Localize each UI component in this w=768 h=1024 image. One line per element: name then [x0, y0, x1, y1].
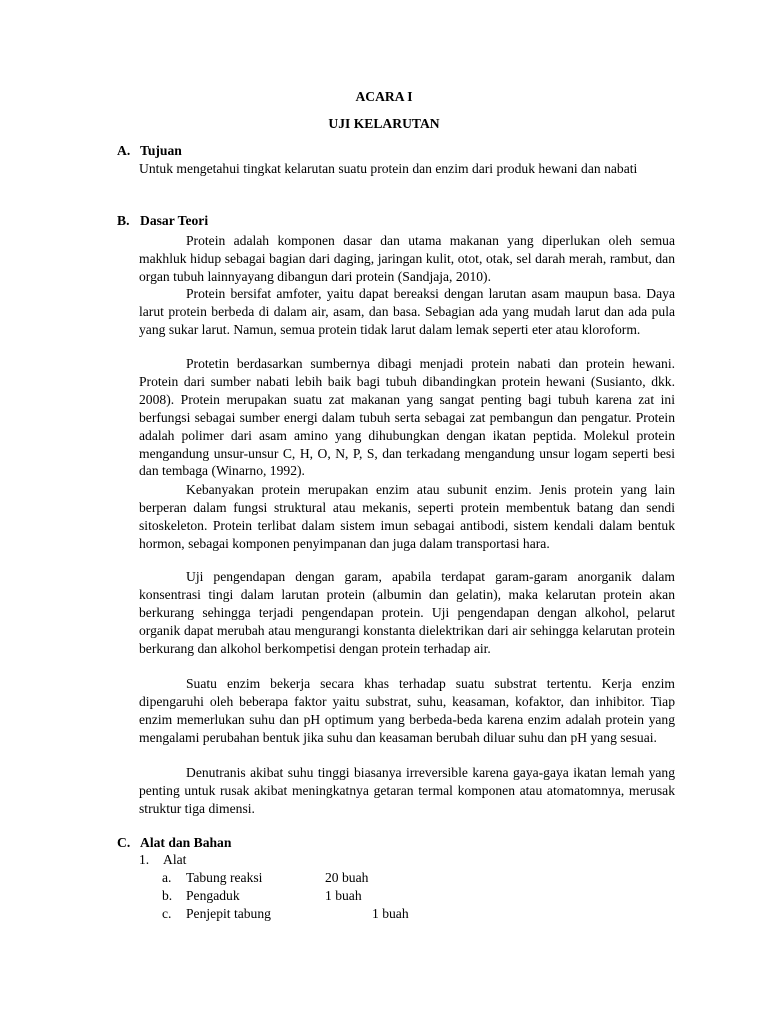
theory-paragraph-7: Denutranis akibat suhu tinggi biasanya irreversible karena gaya-gaya ikatan lemah yang penting untuk rusak akibat meningkatnya getaran termal komponen atau atomatomnya, merusak struktur tiga dimensi.: [139, 765, 675, 816]
list-item-qty: 1 buah: [372, 906, 409, 921]
section-c-heading: [117, 835, 231, 851]
list-item-name: Penjepit tabung: [186, 906, 271, 921]
list-item-letter: b.: [162, 888, 173, 903]
theory-paragraph-4: Kebanyakan protein merupakan enzim atau subunit enzim. Jenis protein yang lain berperan dalam fungsi struktural atau mekanis, seperti protein membentuk batang dan sendi sitoskeleton. Protein terlibat dalam sistem imun sebagai antibodi, sistem kendali dalam bentuk hormon, sebagai komponen penyimpanan dan juga dalam transportasi hara.: [139, 482, 675, 551]
document-title: ACARA I: [355, 89, 413, 104]
section-b-heading: [117, 213, 208, 229]
list-item-letter: c.: [162, 906, 172, 921]
section-b-title: Dasar Teori: [140, 213, 209, 228]
section-b-letter: B.: [117, 213, 130, 228]
theory-paragraph-2: Protein bersifat amfoter, yaitu dapat bereaksi dengan larutan asam maupun basa. Daya larut protein berbeda di dalam air, asam, dan basa. Sebagian ada yang mudah larut dan ada pula yang sukar larut. Namun, semua protein tidak larut dalam lemak seperti eter atau kloroform.: [139, 286, 675, 337]
list-item-name: Pengaduk: [186, 888, 240, 903]
section-c-letter: C.: [117, 835, 131, 850]
list-item-qty: 1 buah: [325, 888, 362, 903]
subsection-number: 1.: [139, 852, 150, 867]
theory-paragraph-3: Protetin berdasarkan sumbernya dibagi menjadi protein nabati dan protein hewani. Protein dari sumber nabati lebih baik bagi tubuh dibandingkan protein hewani (Susianto, dkk. 2008). Protein merupakan suatu zat makanan yang sangat penting bagi tubuh karena zat ini berfungsi sebagai sumber energi dalam tubuh serta sebagai zat pembangun dan pengatur. Protein adalah polimer dari asam amino yang dihubungkan dengan ikatan peptida. Molekul protein mengandung unsur-unsur C, H, O, N, P, S, dan terkadang mengandung unsur logam seperti besi dan tembaga (Winarno, 1992).: [139, 356, 675, 479]
list-item-letter: a.: [162, 870, 172, 885]
theory-paragraph-1: Protein adalah komponen dasar dan utama makanan yang diperlukan oleh semua makhluk hidup sebagai bagian dari daging, jaringan kulit, otot, otak, sel darah merah, rambut, dan organ tubuh lainnyayang dibangun dari protein (Sandjaja, 2010).: [139, 233, 675, 284]
list-item: [162, 906, 409, 922]
section-c-title: Alat dan Bahan: [140, 835, 232, 850]
list-item-name: Tabung reaksi: [186, 870, 263, 885]
section-a-text: Untuk mengetahui tingkat kelarutan suatu protein dan enzim dari produk hewani dan nabati: [139, 161, 638, 176]
theory-paragraph-5: Uji pengendapan dengan garam, apabila terdapat garam-garam anorganik dalam konsentrasi tingi dalam larutan protein (albumin dan gelatin), maka kelarutan protein akan berkurang sehingga terjadi pengendapan protein. Uji pengendapan dengan alkohol, pelarut organik dapat merubah atau mengurangi konstanta dielektrikan dari air sehingga kelarutan protein berkurang dan alkohol berkompetisi dengan protein terhadap air.: [139, 569, 675, 656]
list-item-qty: 20 buah: [325, 870, 369, 885]
subsection-label: Alat: [163, 852, 187, 867]
list-item: [162, 888, 362, 904]
theory-paragraph-6: Suatu enzim bekerja secara khas terhadap suatu substrat tertentu. Kerja enzim dipengaruhi oleh beberapa faktor yaitu substrat, suhu, keasaman, kofaktor, dan inhibitor. Tiap enzim memerlukan suhu dan pH optimum yang berbeda-beda karena enzim adalah protein yang mengalami perubahan bentuk jika suhu dan keasaman berubah diluar suhu dan pH yang sesuai.: [139, 676, 675, 745]
subsection-alat: [139, 852, 186, 868]
section-a-letter: A.: [117, 143, 131, 158]
section-a-heading: [117, 143, 182, 159]
section-a-title: Tujuan: [140, 143, 182, 158]
document-subtitle: UJI KELARUTAN: [328, 116, 440, 131]
list-item: [162, 870, 369, 886]
